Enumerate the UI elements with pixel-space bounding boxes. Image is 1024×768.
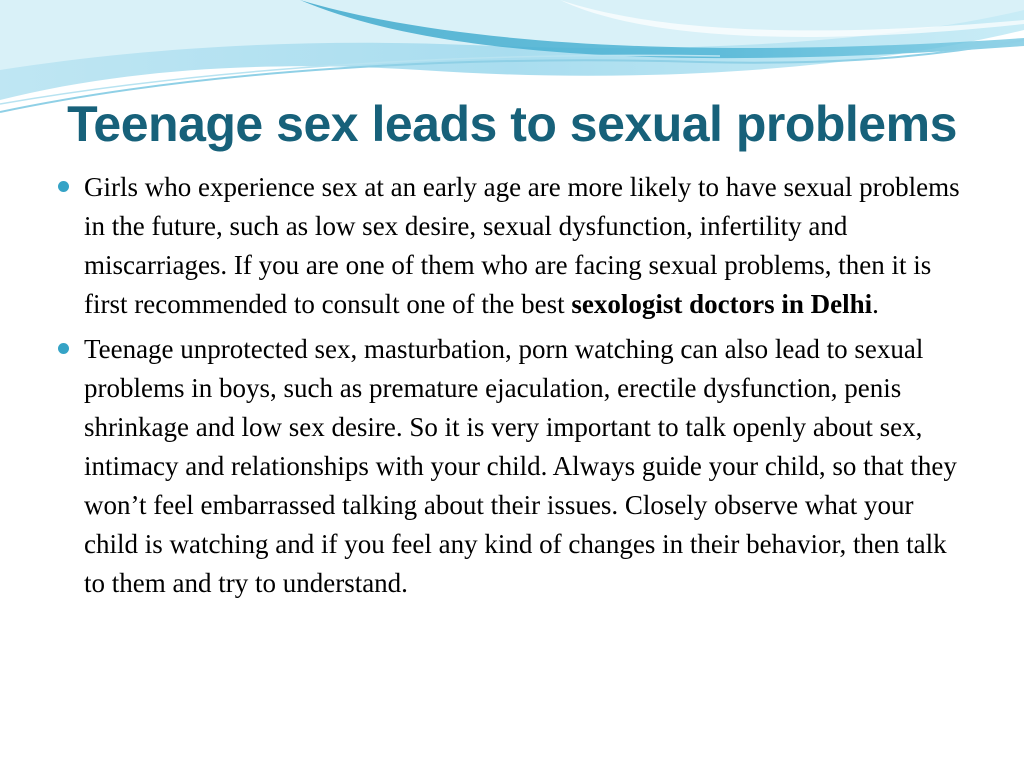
bullet-dot-icon (58, 181, 69, 192)
bullet-2-text: Teenage unprotected sex, masturbation, porn watching can also lead to sexual problems in boys, such as premature ejaculation, erectile dysfunction, penis shrinkage and low sex desire. So it is very important to talk openly about sex, intimacy and relationships with your child. Always guide your child, so that they won’t feel embarrassed talking about their issues. Closely observe what your child is watching and if you feel any kind of changes in their behavior, then talk to them and try to understand. (84, 334, 957, 598)
bullet-list (56, 168, 966, 609)
bullet-1-period: . (872, 289, 879, 319)
sexologist-doctors-link[interactable]: sexologist doctors in Delhi (571, 289, 873, 319)
bullet-item (56, 168, 966, 324)
bullet-1-text: Girls who experience sex at an early age are more likely to have sexual problems in the future, such as low sex desire, sexual dysfunction, infertility and miscarriages. If you are one of them who are facing sexual problems, then it is first recommended to consult one of the best (84, 172, 960, 319)
slide-title: Teenage sex leads to sexual problems (67, 96, 957, 152)
bullet-item (56, 330, 966, 603)
bullet-dot-icon (58, 343, 69, 354)
